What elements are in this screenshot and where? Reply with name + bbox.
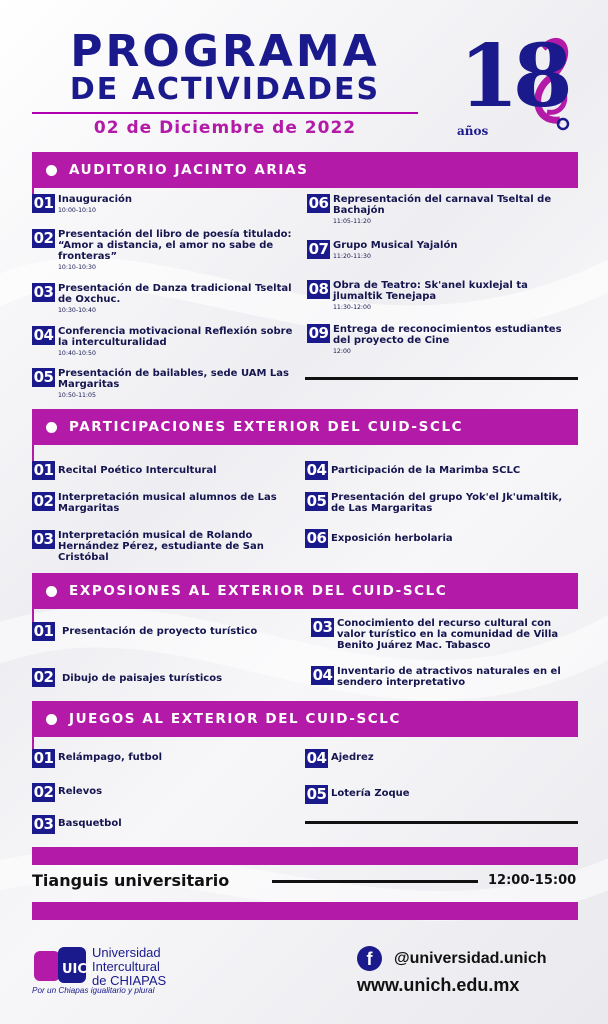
- item-number: 06: [306, 529, 327, 547]
- list-item: [311, 618, 578, 651]
- list-item: [32, 229, 294, 271]
- item-title: Inventario de atractivos naturales en el sendero interpretativo: [337, 666, 561, 688]
- list-item: [307, 194, 578, 225]
- divider-line: [305, 821, 578, 824]
- item-number: 04: [306, 749, 327, 767]
- list-item: [32, 749, 294, 768]
- anniversary-logo: [455, 28, 575, 138]
- item-title: Conferencia motivacional Reflexión sobre la interculturalidad: [58, 326, 293, 348]
- item-number: 02: [33, 668, 54, 686]
- item-title: Conocimiento del recurso cultural con valor turístico en la comunidad de Villa Benito Juárez Mac. Tabasco: [337, 618, 559, 651]
- item-time: 10:50-11:05: [58, 392, 96, 399]
- item-title: Relevos: [58, 786, 103, 797]
- item-time: 11:05-11:20: [333, 218, 371, 225]
- bullet-icon: [46, 422, 57, 433]
- item-title: Lotería Zoque: [331, 788, 410, 799]
- section-title: EXPOSIONES AL EXTERIOR DEL CUID-SCLC: [69, 583, 448, 599]
- item-title: Presentación de Danza tradicional Tseltal de Oxchuc.: [58, 283, 292, 305]
- item-title: Recital Poético Intercultural: [58, 465, 217, 476]
- item-title: Obra de Teatro: Sk'anel kuxlejal ta jlumaltik Tenejapa: [333, 280, 528, 302]
- item-number: 03: [33, 815, 54, 833]
- item-number: 08: [308, 280, 329, 298]
- item-title: Presentación del libro de poesía titulado: “Amor a distancia, el amor no sabe de fronteras”: [58, 229, 292, 262]
- event-date: 02 de Diciembre de 2022: [93, 118, 357, 138]
- list-item: [32, 461, 294, 480]
- item-title: Exposición herbolaria: [331, 533, 453, 544]
- item-number: 07: [308, 240, 329, 258]
- item-number: 05: [306, 785, 327, 803]
- university-logo: [32, 945, 98, 989]
- section-banner-auditorio: [32, 152, 578, 188]
- university-slogan: Por un Chiapas igualitario y plural: [32, 986, 155, 995]
- item-number: 04: [306, 461, 327, 479]
- accent-bar-top: [32, 847, 578, 865]
- item-number: 02: [33, 492, 54, 510]
- list-item: [32, 783, 294, 802]
- bullet-icon: [46, 714, 57, 725]
- item-title: Interpretación musical de Rolando Hernández Pérez, estudiante de San Cristóbal: [58, 530, 264, 563]
- list-item: [305, 461, 578, 480]
- item-number: 01: [33, 622, 54, 640]
- tianguis-time: 12:00-15:00: [488, 873, 577, 888]
- list-item: [305, 529, 578, 548]
- item-number: 05: [33, 368, 54, 386]
- list-item: [32, 530, 294, 563]
- item-number: 06: [308, 194, 329, 212]
- list-item: [307, 280, 578, 311]
- list-item: [305, 749, 578, 768]
- item-number: 02: [33, 229, 54, 247]
- tianguis-label: Tianguis universitario: [32, 871, 230, 890]
- divider-line: [305, 377, 578, 380]
- item-time: 12:00: [333, 348, 351, 355]
- item-title: Representación del carnaval Tseltal de Bachajón: [333, 194, 552, 216]
- item-number: 01: [33, 194, 54, 212]
- bullet-icon: [46, 586, 57, 597]
- list-item: [32, 326, 294, 357]
- item-title: Relámpago, futbol: [58, 752, 162, 763]
- accent-bar-bottom: [32, 902, 578, 920]
- list-item: [311, 666, 578, 688]
- page-subtitle: DE ACTIVIDADES: [69, 72, 381, 107]
- section-banner-participaciones: [32, 409, 578, 445]
- list-item: [305, 785, 578, 804]
- item-title: Interpretación musical alumnos de Las Margaritas: [58, 492, 277, 514]
- university-name: [92, 946, 166, 988]
- item-title: Basquetbol: [58, 818, 122, 829]
- list-item: [307, 240, 578, 260]
- item-time: 10:00-10:10: [58, 207, 96, 214]
- item-title: Dibujo de paisajes turísticos: [62, 673, 223, 684]
- item-title: Inauguración: [58, 194, 133, 205]
- website-link[interactable]: www.unich.edu.mx: [357, 975, 520, 995]
- university-line2: Intercultural: [92, 959, 160, 974]
- item-number: 03: [33, 530, 54, 548]
- facebook-handle-link[interactable]: @universidad.unich: [394, 950, 547, 967]
- item-time: 10:30-10:40: [58, 307, 96, 314]
- item-number: 04: [312, 666, 333, 684]
- list-item: [32, 815, 294, 834]
- section-title: PARTICIPACIONES EXTERIOR DEL CUID-SCLC: [69, 419, 464, 435]
- item-title: Presentación del grupo Yok'el Jk'umaltik, de Las Margaritas: [331, 492, 563, 514]
- section-banner-exposiones: [32, 573, 578, 609]
- list-item: [307, 324, 578, 355]
- item-number: 04: [33, 326, 54, 344]
- item-time: 10:10-10:30: [58, 264, 96, 271]
- item-number: 03: [33, 283, 54, 301]
- item-number: 03: [312, 618, 333, 636]
- anniversary-number: 18: [459, 26, 567, 127]
- item-title: Presentación de bailables, sede UAM Las Margaritas: [58, 368, 289, 390]
- item-title: Entrega de reconocimientos estudiantes del proyecto de Cine: [333, 324, 562, 346]
- item-number: 05: [306, 492, 327, 510]
- university-line3: de CHIAPAS: [92, 973, 167, 988]
- item-number: 02: [33, 783, 54, 801]
- logo-letters: UICH: [62, 962, 98, 977]
- list-item: [32, 668, 294, 687]
- item-title: Participación de la Marimba SCLC: [331, 465, 521, 476]
- item-title: Ajedrez: [331, 752, 374, 763]
- bullet-icon: [46, 165, 57, 176]
- item-number: 01: [33, 749, 54, 767]
- list-item: [32, 492, 294, 514]
- item-number: 09: [308, 324, 329, 342]
- divider-line: [272, 880, 478, 883]
- section-banner-juegos: [32, 701, 578, 737]
- facebook-icon[interactable]: f: [357, 946, 382, 971]
- list-item: [32, 622, 294, 641]
- list-item: [32, 283, 294, 314]
- title-underline: [32, 112, 418, 114]
- university-line1: Universidad: [92, 945, 161, 960]
- list-item: [32, 194, 294, 214]
- item-time: 10:40-10:50: [58, 350, 96, 357]
- item-time: 11:30-12:00: [333, 304, 371, 311]
- anniversary-unit: años: [457, 124, 489, 138]
- item-time: 11:20-11:30: [333, 253, 371, 260]
- page-title: PROGRAMA: [70, 26, 380, 77]
- list-item: [305, 492, 578, 514]
- item-number: 01: [33, 461, 54, 479]
- list-item: [32, 368, 294, 399]
- item-title: Grupo Musical Yajalón: [333, 240, 458, 251]
- section-title: AUDITORIO JACINTO ARIAS: [69, 162, 309, 178]
- section-title: JUEGOS AL EXTERIOR DEL CUID-SCLC: [69, 711, 402, 727]
- item-title: Presentación de proyecto turístico: [62, 626, 258, 637]
